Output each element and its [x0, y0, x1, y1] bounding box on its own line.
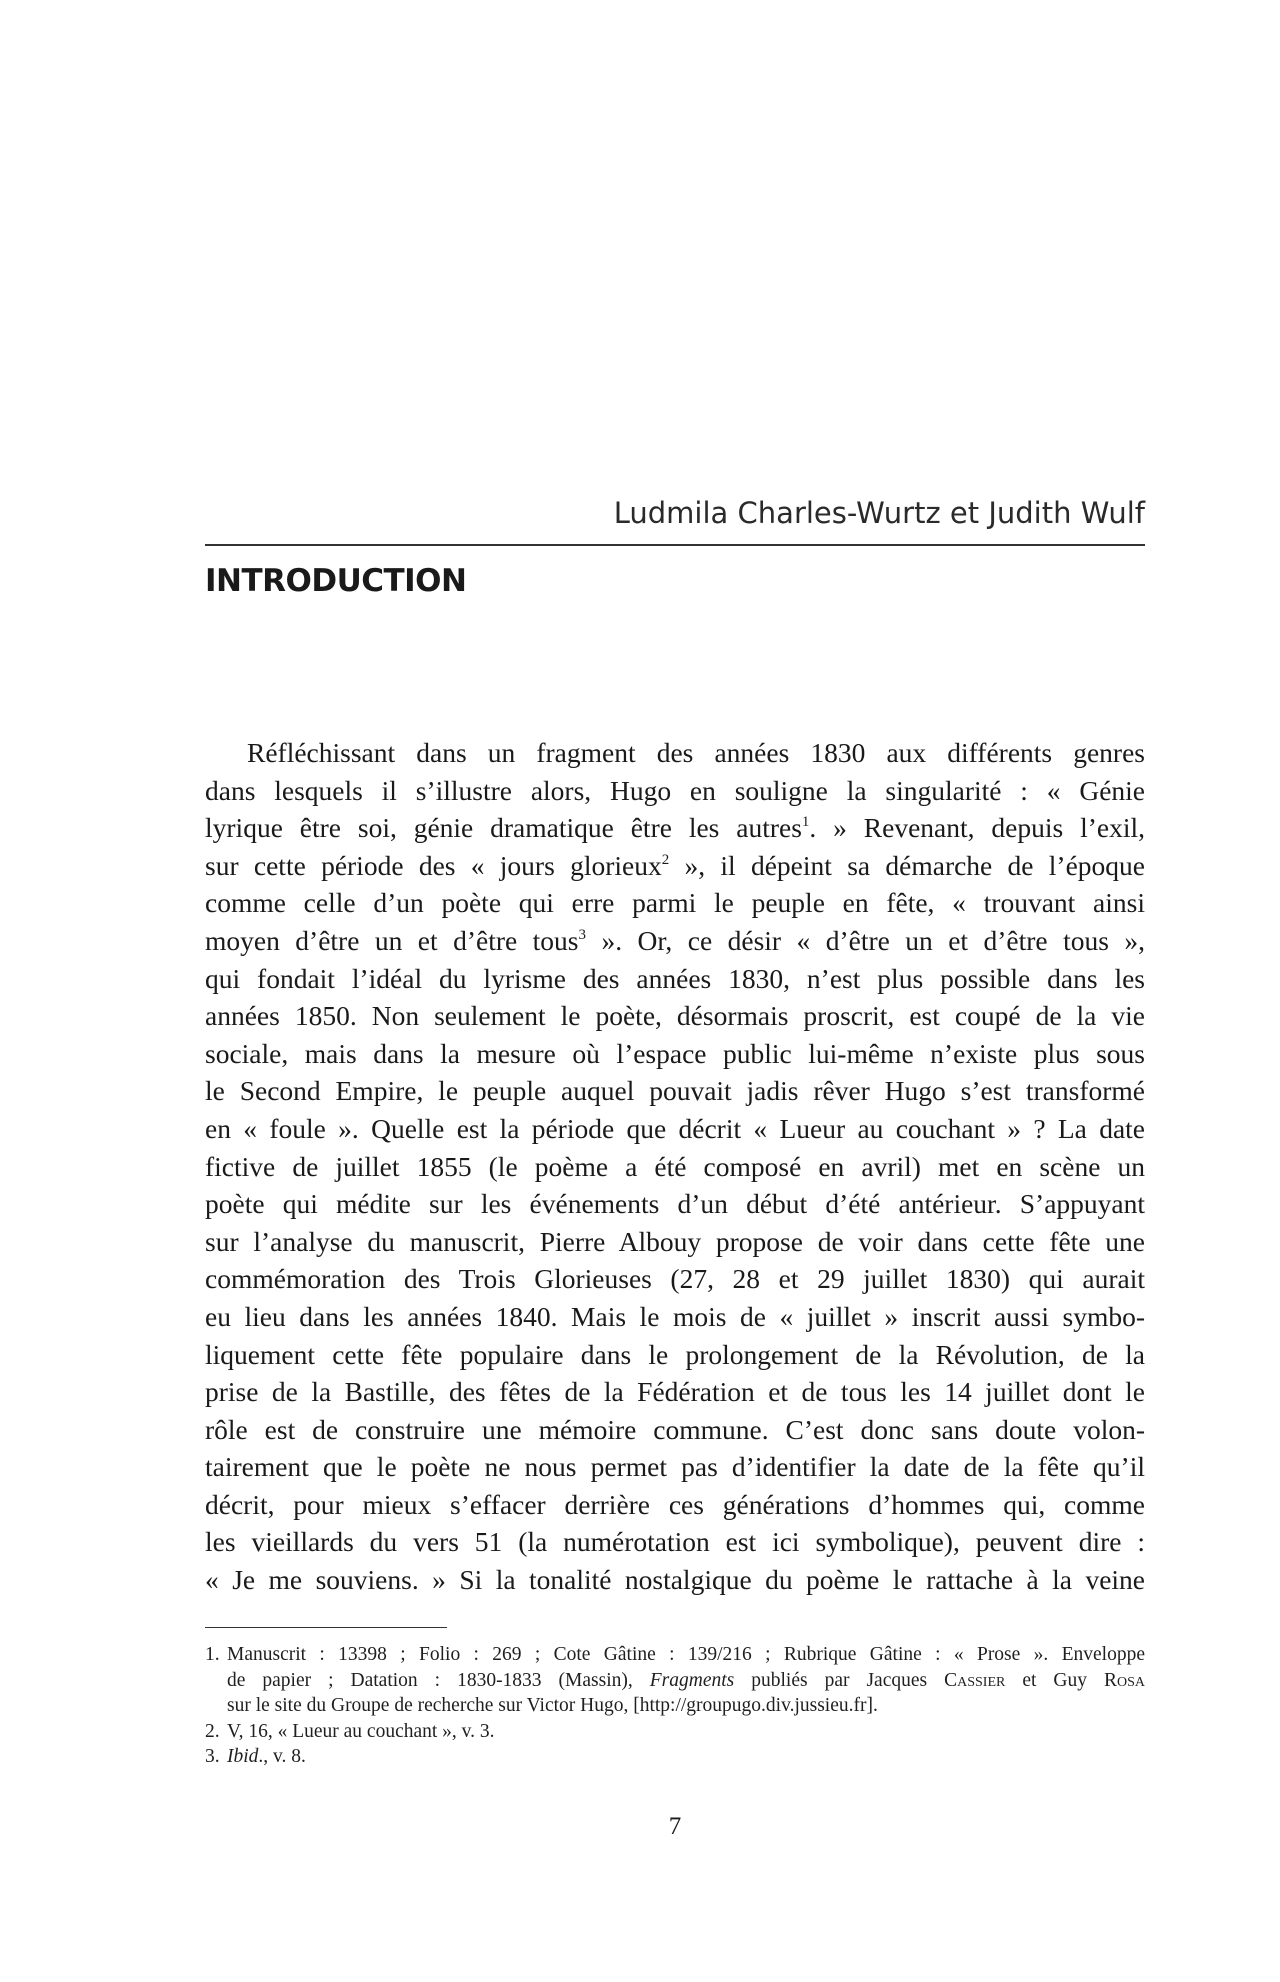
body-line: « Je me souviens. » Si la tonalité nostalgique du poème le rattache à la veine: [205, 1564, 1145, 1596]
body-line: les vieillards du vers 51 (la numérotation est ici symbolique), peuvent dire :: [205, 1526, 1145, 1558]
page-number: 7: [668, 1813, 682, 1840]
body-line: rôle est de construire une mémoire commune. C’est donc sans doute volon-: [205, 1413, 1145, 1445]
body-line: comme celle d’un poète qui erre parmi le peuple en fête, « trouvant ainsi: [205, 887, 1145, 919]
chapter-title: INTRODUCTION: [205, 563, 467, 599]
body-line: poète qui médite sur les événements d’un début d’été antérieur. S’appuyant: [205, 1188, 1145, 1220]
body-line: liquement cette fête populaire dans le prolongement de la Révolution, de la: [205, 1338, 1145, 1370]
footnote-line: sur le site du Groupe de recherche sur Victor Hugo, [http://groupugo.div.jussieu.fr].: [227, 1695, 878, 1716]
footnote-number: 1.: [205, 1644, 220, 1665]
body-line: fictive de juillet 1855 (le poème a été composé en avril) met en scène un: [205, 1150, 1145, 1182]
footnote-3: [205, 1744, 1145, 1770]
body-line: moyen d’être un et d’être tous$^3$ ». Or, ce désir « d’être un et d’être tous »,: [205, 924, 1145, 956]
body-paragraph: [205, 734, 1145, 1599]
body-line: Réfléchissant dans un fragment des années 1830 aux différents genres: [247, 737, 1145, 768]
body-line: le Second Empire, le peuple auquel pouvait jadis rêver Hugo s’est transformé: [205, 1075, 1145, 1107]
author-surname: Cassier: [944, 1669, 1006, 1691]
body-line: en « foule ». Quelle est la période que décrit « Lueur au couchant » ? La date: [205, 1112, 1145, 1144]
body-line: décrit, pour mieux s’effacer derrière ces générations d’hommes qui, comme: [205, 1488, 1145, 1520]
chapter-author: Ludmila Charles-Wurtz et Judith Wulf: [613, 496, 1145, 530]
body-line: commémoration des Trois Glorieuses (27, 28 et 29 juillet 1830) qui aurait: [205, 1263, 1145, 1295]
author-surname: Rosa: [1103, 1669, 1145, 1691]
body-line: eu lieu dans les années 1840. Mais le mois de « juillet » inscrit aussi symbo-: [205, 1300, 1145, 1332]
work-title: Fragments: [649, 1669, 735, 1691]
footnote-line: V, 16, « Lueur au couchant », v. 3.: [227, 1720, 495, 1742]
footnote-ref[interactable]: 1: [801, 814, 810, 831]
footnotes: [205, 1642, 1145, 1770]
footnote-number: 3.: [205, 1746, 220, 1767]
footnote-line: de papier ; Datation : 1830-1833 (Massin), Fragments publiés par Jacques Cassier et Guy Rosa: [227, 1669, 1145, 1691]
footnote-number: 2.: [205, 1720, 220, 1742]
footnote-1: [205, 1642, 1145, 1719]
body-line: sur cette période des « jours glorieux$^2$ », il dépeint sa démarche de l’époque: [205, 849, 1145, 881]
footnote-ref[interactable]: 2: [661, 851, 670, 868]
footnote-line: Ibid., v. 8.: [227, 1746, 306, 1767]
body-line: sociale, mais dans la mesure où l’espace public lui-même n’existe plus sous: [205, 1037, 1145, 1069]
footnote-ref[interactable]: 3: [578, 926, 586, 943]
body-line: tairement que le poète ne nous permet pas d’identifier la date de la fête qu’il: [205, 1451, 1145, 1483]
body-line: sur l’analyse du manuscrit, Pierre Albouy propose de voir dans cette fête une: [205, 1225, 1145, 1257]
ibid-abbrev: Ibid: [227, 1746, 259, 1767]
body-line: qui fondait l’idéal du lyrisme des années 1830, n’est plus possible dans les: [205, 962, 1145, 994]
book-page: [205, 0, 1145, 1982]
body-line: prise de la Bastille, des fêtes de la Fédération et de tous les 14 juillet dont le: [205, 1376, 1145, 1408]
body-line: dans lesquels il s’illustre alors, Hugo en souligne la singularité : « Génie: [205, 774, 1145, 806]
footnote-2: [205, 1719, 1145, 1745]
header-rule: [205, 544, 1145, 546]
footnote-rule: [205, 1627, 447, 1628]
body-line: lyrique être soi, génie dramatique être les autres$^1$. » Revenant, depuis l’exil,: [205, 812, 1145, 844]
footnote-line: Manuscrit : 13398 ; Folio : 269 ; Cote Gâtine : 139/216 ; Rubrique Gâtine : « Prose ». Enveloppe: [227, 1644, 1145, 1665]
body-line: années 1850. Non seulement le poète, désormais proscrit, est coupé de la vie: [205, 1000, 1145, 1032]
